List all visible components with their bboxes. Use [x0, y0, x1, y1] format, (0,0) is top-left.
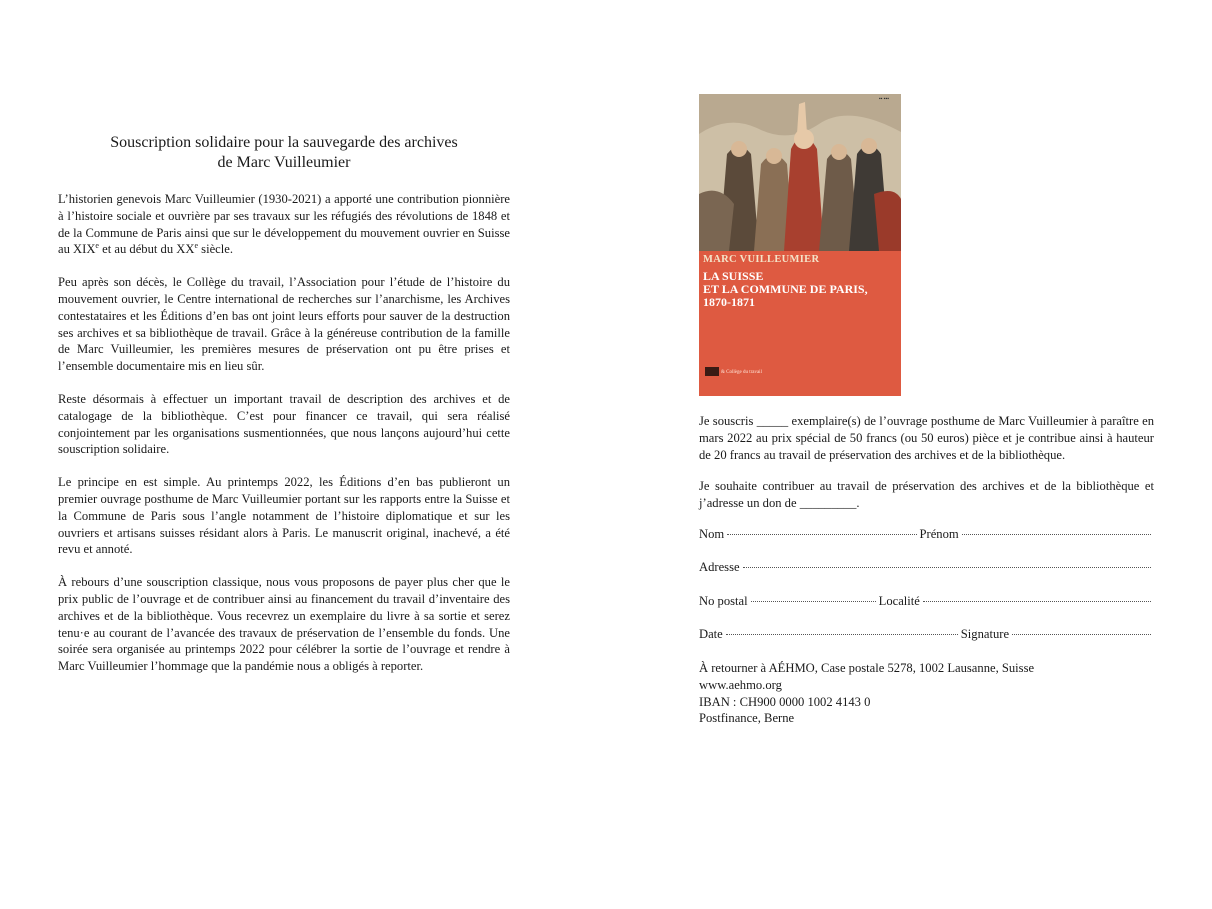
page-title	[58, 133, 510, 173]
paragraph-principle: Le principe en est simple. Au printemps 2022, les Éditions d’en bas publieront un premier ouvrage posthume de Marc Vuilleumier portant sur les rapports entre la Suisse et la Commune de Paris sous l’angle notamment de l’histoire diplomatique et sur les ouvriers et artisans suisses résidant alors à Paris. Le manuscrit original, inachevé, a été revu et annoté.	[58, 475, 510, 557]
address-row	[699, 559, 1154, 593]
book-cover	[699, 94, 901, 396]
iban-line: IBAN : CH900 0000 1002 4143 0	[699, 694, 871, 709]
signature-label: Signature	[960, 627, 1010, 642]
crowd-illustration	[699, 94, 901, 251]
right-column	[699, 94, 1154, 727]
date-field[interactable]	[726, 634, 958, 635]
intro-text-c: siècle.	[198, 242, 233, 257]
paragraph-preservation: Peu après son décès, le Collège du travail, l’Association pour l’étude de l’histoire du mouvement ouvrier, le Centre international de recherches sur l’anarchisme, les Archives contestataires et les Éditions d’en bas ont joint leurs efforts pour sauver de la destruction ses archives et sa bibliothèque de travail. Grâce à la généreuse contribution de la famille de Marc Vuilleumier, les premières mesures de préservation ont pu être prises et l’ensemble documentaire mis en lieu sûr.	[58, 275, 510, 374]
nom-label: Nom	[699, 526, 725, 541]
prenom-field[interactable]	[962, 534, 1151, 535]
localite-field[interactable]	[923, 601, 1151, 602]
date-row	[699, 626, 1154, 660]
cover-publisher-mark: ▪▪ ▪▪▪	[878, 97, 889, 102]
intro-text-b: et au début du XX	[98, 242, 195, 257]
cover-title-line-3: 1870-1871	[703, 295, 755, 309]
title-line-2: de Marc Vuilleumier	[217, 154, 351, 171]
adresse-label: Adresse	[699, 560, 740, 575]
cover-copublisher: & Collège du travail	[721, 370, 762, 375]
cover-title-line-1: LA SUISSE	[703, 269, 764, 283]
intro-text-a: L’historien genevois Marc Vuilleumier (1930-2021) a apporté une contribution pionnière à l’histoire sociale et ouvrière par ses travaux sur les réfugiés des révolutions de 1848 et de la Commune de Paris ainsi que sur le développement du mouvement ouvrier en Suisse au XIX	[58, 192, 510, 257]
superscript-e: e	[95, 241, 99, 251]
paragraph-subscription: À rebours d’une souscription classique, nous vous proposons de payer plus cher que le prix public de l’ouvrage et de contribuer ainsi au financement du travail d’inventaire des archives et de la bibliothèque. Vous recevrez un exemplaire du livre à sa sortie et serez tenu·e au courant de l’avancée des travaux de préservation de l’ensemble du fonds. Une soirée sera organisée au printemps 2022 pour célébrer la sortie de l’ouvrage et rendre à Marc Vuilleumier l’hommage que la pandémie nous a obligés à reporter.	[58, 575, 510, 674]
form-fields	[699, 526, 1154, 660]
bank-line: Postfinance, Berne	[699, 711, 795, 726]
prenom-label: Prénom	[919, 526, 959, 541]
cover-title-line-2: ET LA COMMUNE DE PARIS,	[703, 282, 868, 296]
no-postal-field[interactable]	[751, 601, 876, 602]
cover-title	[703, 270, 899, 309]
nom-field[interactable]	[727, 534, 916, 535]
donation-text: Je souhaite contribuer au travail de préservation des archives et de la bibliothèque et j’adresse un don de _________.	[699, 479, 1154, 511]
localite-label: Localité	[878, 593, 920, 608]
cover-illustration	[699, 94, 901, 251]
cover-author: MARC VUILLEUMIER	[703, 254, 820, 265]
title-line-1: Souscription solidaire pour la sauvegarde des archives	[110, 134, 458, 151]
date-label: Date	[699, 627, 723, 642]
no-postal-label: No postal	[699, 593, 748, 608]
publisher-logo-icon	[705, 367, 719, 376]
adresse-field[interactable]	[743, 567, 1151, 568]
website-link[interactable]: www.aehmo.org	[699, 677, 782, 692]
paragraph-cataloguing: Reste désormais à effectuer un important travail de description des archives et de catalogage de la bibliothèque. C’est pour financer ce travail, qui sera réalisé conjointement par les organisations susmentionnées, que nous lançons aujourd’hui cette souscription solidaire.	[58, 391, 510, 457]
name-row	[699, 526, 1154, 560]
paragraph-intro	[58, 191, 510, 258]
superscript-e: e	[194, 241, 199, 251]
postal-row	[699, 593, 1154, 627]
return-line: À retourner à AÉHMO, Case postale 5278, 1002 Lausanne, Suisse	[699, 660, 1035, 675]
signature-field[interactable]	[1012, 634, 1151, 635]
return-address	[699, 660, 1154, 727]
left-column	[58, 133, 510, 691]
subscription-text: Je souscris _____ exemplaire(s) de l’ouvrage posthume de Marc Vuilleumier à paraître en mars 2022 au prix spécial de 50 francs (ou 50 euros) pièce et je contribue ainsi à hauteur de 20 francs au travail de préservation des archives et de la bibliothèque.	[699, 414, 1154, 462]
